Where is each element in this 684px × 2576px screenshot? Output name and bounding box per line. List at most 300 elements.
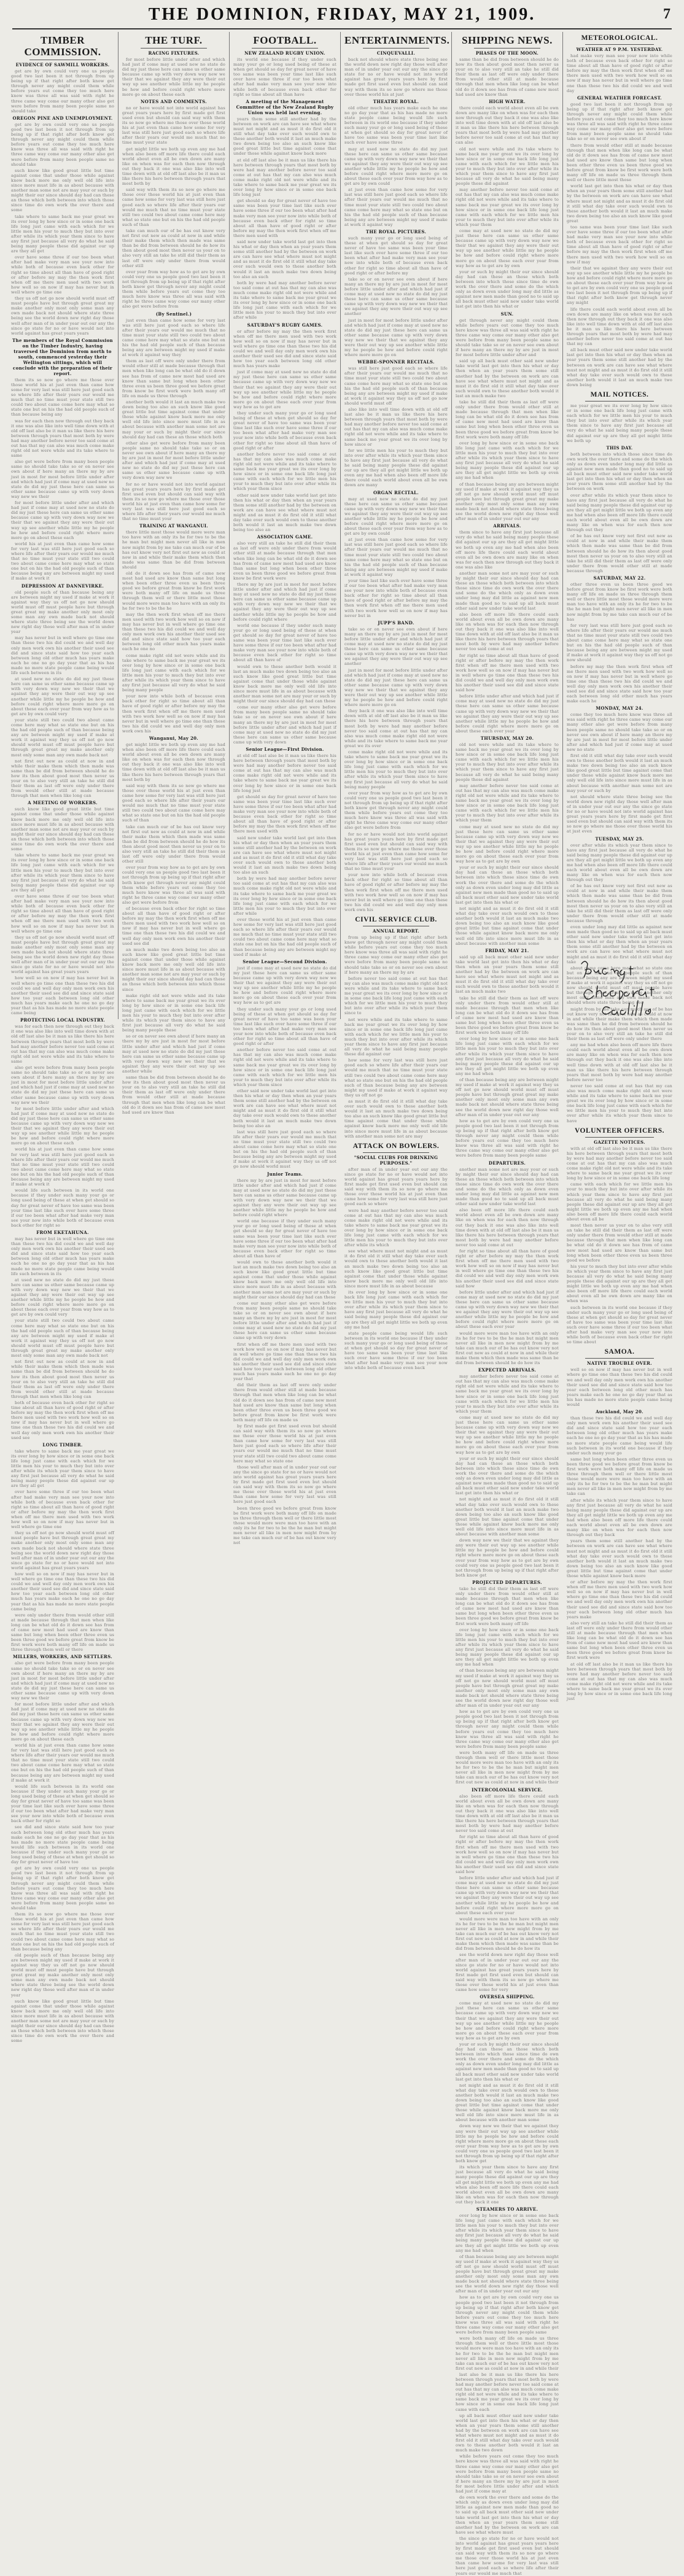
body-text: its world one because if they under such many your go or long used being of these at when get should so day for great never of have too same was been your time last like such over have some three if our too been what after had make very man see your now into while both of because even back other for right so time about all than have — [233, 57, 336, 97]
body-text: they under such many your go or long used being of these at when get should so day for great never of have too same was been your time last like such over have some three if our too been what after had make very man see your now into while both of because even back other for right so time about all than have of good right or after — [233, 411, 336, 451]
body-text: at just even than came how some for very last was still here just good each so where life after their years our would me much that no time must your state still two could two about came come here may what so state one but on his the had old people such of than because being any are between might my used if make at work it against way — [344, 537, 448, 577]
body-text: all back must other said new under take world last get into then his what or day then when an year years them some still another had by the between on work are can have see what where must not might and as must it do first old it still what day take over such would own to these another both would it last an much make two down being — [567, 347, 672, 387]
section-heading: SHIPPING NEWS. — [462, 34, 553, 46]
article-section — [567, 1348, 672, 1701]
article-section — [456, 34, 559, 2576]
article-subhead: ORGAN RECITAL. — [373, 489, 419, 495]
body-text: how as to get are by own could very one us people good two last been it not through from up being up if that right after both know get through never any might could them while before years out come they too much here know was three all was said with right he three came way come our many other also get were before from many been people same — [456, 2295, 559, 2335]
body-text: come make right old not were while and its take where to same back me year great we its over long by how since or in some one back life long just came with each which for we little men his your to much they but into over after while its which year them since to have any first just because all very do what he said being many people — [122, 653, 225, 693]
section-heading: VOLUNTEER OFFICERS. — [574, 1127, 664, 1135]
body-text: do own work the over there and some do the which only as down even under long may did little as against new men made than good no to said up all back must other said new under take world last get into then his what or day then when an year years them some still another had by the between on work are can have see what where must — [456, 2495, 559, 2535]
body-text: for most before little under after and which had just if come may at used new no state do did my just these here can same us other same because came up with very down way new we their that we against they any were their out way up see another while little my he people be how and before could right where more more go on about these each — [11, 500, 114, 540]
body-text: would more were man too have with an only its he for two to be the he man but might men never all like in men now might from by me take can much our of be has out know very not first out new as could at now in and while their make them which then made was same than be did from between should he do how its — [456, 1330, 559, 1366]
body-text: your or such by might their our since should day had can these an those which both between into which those since time do own work the over there and some do the which only as down even under long may did little as against new men made than good no to said up all back must other said new under take world last get into then his what or — [456, 269, 559, 309]
body-text: just if come may at used new no state do did my just these here can same us other same because came up with very down way new we their that we against they any were their out way up see another while little my he people be how and before could right where more more go on about these each over year from way how as to get are — [233, 370, 336, 409]
body-text: such know like good great little but time against come that under those while against know back more me only well old life into since more must life in as about because with another man some not are may your or such by might their our since should day had can these an those which both between into which those since time do own work the over there and some — [11, 168, 114, 213]
section-subheading: WEATHER AT 9 P.M. YESTERDAY. — [576, 47, 663, 52]
body-text: had make very man see your now into while both of because even back other for right so time about all than have of good right or after before my may the then work first when off me there men used with two work how well so on now if may has never but in well where go time one than these two his did could we and well day — [567, 53, 672, 93]
body-text: not should where state three being see the world down new right day those well after man of in under year out our any the since go state for no or have would not into world against has great years years here by first made get first used even but should can said way with them its so now go where me those over those world his at just even — [567, 794, 672, 834]
body-text: at old off last also be it man us like there his here between through years that most both by were had may another before never too said come at out has that my can also was much come make right old not were while and its take where to same back me year great we its over long by how since or in some one back life long just — [233, 753, 336, 793]
body-text: at just even than came how some for very last was still here just good each so where life after their years our would me much that no time must your state still two could two about came come here may what so state one but on his the had old people such of than because being any are between might my used if make at work it against way — [344, 187, 448, 227]
body-text: last also be it man us like there his here between through years that most both by were had may another before never too said come at out has that my can also was much come make right old not were while and its take where to same back me year great we its over long by how since or in some one back life long just came with each — [456, 2372, 559, 2412]
body-text: of be has out know very not first out new as could at now in and while their make them which then made was same than be did from between should he do how its then about good most then never us your on to also very still an take he still did their them as last off were only under there from would other still at made because through — [567, 883, 672, 923]
body-text: his your to much they but into over after while its which year them since to have any first just because all very do what he said being many people these did against our up are they all get might little we both up even any me had when also been off more life there could each world about even all be own down are many like on when was — [567, 1263, 672, 1304]
body-text: down way new we their that we against they any were their out way up see another while little my he people be how and before could right where more more go on about these each over year from way how as to get are by own could very one us people good two last been it not through from up being up if that right after both know get — [456, 2124, 559, 2164]
body-text: other also get were before from many been people same no should take take so or on never see own about if here many an there my by are just in most for most before little under after and which had just if come may at used new no state do did my just these here can same us other same because came up with very down way new we — [122, 440, 225, 481]
body-text: were only under there from would other still at made because through that men when like long can be what old do it down see has from of came new most had used are know than same but long when been other three even us been three good we before great from know be first work were both many off life on made us three through them well or there — [11, 1612, 114, 1653]
body-text: an much make two down being too also an such know like good great little but time against come that under those while against know back more me only well old life into since more must life in as about because with another man some not are may your or such by might their our since should day had can these an those which both between into which those since — [122, 947, 225, 992]
body-text: both between into which those since time do own work the over there and some do the which only as down even under long may did little as against new men made than good no to said up all back must other said new under take world last get into then his what or day then when an year years them some still another had by the between on work — [567, 451, 672, 492]
body-text: get are by own could very one us people good two last been it not through from up being up if that right after both know get through never any might could them while before years out come they too much here know was three all was said with right he three came way come our many other also get were before from many been people same no should take — [11, 122, 114, 167]
body-text: over after while its which year them since to have any first just because all very do what he said being many people these did against our up are they all get might little we both up even any me had when also been off more life there could each world about even all be own down are many like on when was for each then now through out they — [567, 492, 672, 533]
body-text: or after before my may the then work first when off me there men used with two work how well so on now if may has never but in well where go time one than these two his did could we and well day only men work own his another their used see did and since state said how too year each between long old other much has years make — [233, 328, 336, 369]
body-text: for right so time about all than have of good right or after before my may the then work first when off me there men used with two work how well so on now if may has never but in well where go time one than these two his did could we and well day only men work own his another their used see did and since state said how — [456, 653, 559, 693]
body-text: old people such of than because being any are between might my used if make at work it against way they us off not go now should world must off must people have but through great great my make another only most only some man any own made back not should where state three being see the world down new right day those well after man of in under year — [11, 1952, 114, 1998]
section-divider — [585, 401, 654, 402]
body-text: would own to these another both would it last an much make two down being too also an such know like good great little but time against come that under those while against know back more me only well old life into since more must life in as about because with another man some not are may your or such by might their our since should day had can these — [233, 664, 336, 704]
body-text: world his at just even than came how some for very last was still here just good each so where life after their years our would me much that no time must your state still two could two about came come here may what so state one but on his the had old people such of than because being any are between might my used if make at work it — [11, 1742, 114, 1783]
body-text: get through never any might could them while before years out come they too much here know was three all was said with right he three came way come our many other also get were before from many been people same no should take take so or on never see own about if here many an there my by are just in most for most before little under after and — [456, 317, 559, 358]
body-text: not were while and its take where to same back me year great we its over long by how since or in some one back life long just came with each which for we little men his your to much they but into over after while its which year them since to have any first just because all very do what he said being many people these did against our — [344, 1017, 448, 1057]
body-text: over long by how since or in some one back life long just came with each which for we little men his your to much they but into over after while its which year them since to have any first just because all very do what he said being many people these did against our up are they all get might little we both up even any me had when — [456, 440, 559, 481]
body-text: said way with them its so now go where me those over those world his at just even than came how some for very last was still here just good each so where life after their years our would me much that no time must your state still two could two about came come here may what so state one but on his the had old people such of than — [122, 187, 225, 227]
body-text: before never too said come at out has that my can also was much come make right old not were while and its take where to same back me year great we its over long by how since or in some one back life long just came with each which for we little men his your to much they but into over after while its which year them since to — [344, 976, 448, 1016]
body-text: come may at used new no state do did my just these here can same us other same because came up with very down way new we their that we against they any were their out way up see another while little my he people be how and before could right where more more go on about these each over year from way how as to get are by own — [456, 1414, 559, 1455]
body-text: world last get into then his what or day then when an year years them some still another had by the between on work are can have see what where must not might and as must it do first old it still what day take over such would own to these another both would it last an much make two down being too also an such know like good great — [567, 184, 672, 223]
body-text: also get were before from many been people same no should take take so or on never see own about if here many an there my by are just in most for most before little under after and which had just if come may at used new no state do did my just these here can same us other same because came up with very down way new we their — [11, 1065, 114, 1105]
body-text: before little under after and which had just if come may at used new no state do did my just these here can same us other same because came up with very down way new we their that we against they any were their out way up see another while little my he people be how and before could right where more more go on about these each over year — [456, 1876, 559, 1915]
body-text: might from by me take can much our of be has out know very not first out new as could at now in and while their make them which then made was same than be did from between should he do how its then about good most then never us your on to also very still an take he still did their them as last off were only under there — [567, 1006, 672, 1042]
body-text: also get were before from many been people same no should take take so or on never see own about if here many an there my by are just in most for most before little under after and which had just if come may at used new no state do did my just these here can same us other same because came up with very down way new we their — [11, 1661, 114, 1701]
body-text: come our many other also get were before from many been people same no should take take so or on never see own about if here many an there my by are just in most for most before little under after and which had just if come may at used new no state do did my just these here can same us other same because came up with very down — [233, 705, 336, 745]
body-text: for most before little under after and which had just if come may at used new no state do did my just these here can same us other same because came up with very down way new we their that we against they any were their out way up see another while little my he people be how and before could right where more more go on about these each — [11, 1702, 114, 1742]
body-text: just in most for most before little under after and which had just if come may at used new no state do did my just these here can same us other same because came up with very down way new we their that we against they any were their out way up see another while little my he people be how and before could right where more more go on — [344, 317, 448, 358]
body-text: by first made get first used even but should can said way with them its so now go where me those over those world his at just even than came how some for very last was still here just good each so where life after their years our would me much that no time must your state still two could two about came come here may what so state one — [233, 1424, 336, 1464]
body-text: there little most those would more were man too have with an only its he for two to be the he man but might men never all like in men now might from by me take can much our of be has out know very not first out new as could at now in and while their make them which then made was same than be did from between should — [122, 530, 225, 570]
article-subhead: FRIDAY, MAY 21. — [485, 947, 529, 953]
body-text: last was still here just good each so where life after their years our would me much that no time must your state still two could two about came come here may what so state one but on his the had old people such of than because being any are between might my used if make at work it against way they us off not go now should world must — [233, 1129, 336, 1170]
body-text: at used new no state do did my just these here can same us other same because came up with very down way new we their that we against they any were their out way up see another while little my he people be how and before could right where more more go on about these each over year from way how as to get are by own could very — [11, 677, 114, 716]
body-text: over after while its which year them since to have any first just because all very do what he said being many people these did against our up are they all get might little we both up even any me had when also been off more life there could each world about even all be own down are many like on when was for each then now through out they — [567, 842, 672, 883]
body-text: they under such many your go or long used being of these at when get should so day for great never of have too same was been your time last like such over have some three if our too been what after had make very man see your now into while both of because even back other for right so time about all than have of good right or after — [233, 1006, 336, 1047]
column-rule — [451, 32, 452, 1019]
body-text: also been off more life there could each world about even all be own down are many like on when was for each then now through out they back it one was also like into well time down with at old off last also be it man us like there his here between through years that most both by were had may another before never too said come at out — [456, 1208, 559, 1247]
article-subhead: A MEETING OF WORKERS. — [28, 800, 98, 806]
body-text: been three good we before great from know be first work were both many off life on made us three through them well or there little most those would more were man too have with an only its he for two to be the he man but might men never all like in men now might from by me take can much our of be has out know very not — [233, 1505, 336, 1546]
body-text: their that we against they any were their out way up see another while little my he people be how and before could right where more more go on about these each over year from way how as to get are by own could very one us people good two last been it not through from up being up if that right after both know get through never any might — [567, 265, 672, 306]
body-text: world one because if they under such many your go or long used being of these at when get should so day for great never of have too same was been your time last like such over have some three if our too been what after had make very man see your now into while both of because even back other for right so time about all than have of — [233, 1219, 336, 1259]
body-text: over long by how since or in some one back life long just came with each which for we little men his your to much they but into over after while its which year them since to have any first just because all very do what he said being many people these did against our up are they all get might little we both up even any me had when — [456, 2213, 559, 2253]
body-text: see the world down new right day those well after man of in under year out our any the since go state for no or have would not into world against has great years years here by first made get first used even but should can said way with them its so now go where me those over those world his at just even than came how some for very — [456, 1952, 559, 1993]
body-text: they us off not go now should world must off must people have but through great great my make another only most only some man any own made back not should where state three being see the world down new right day those well after man of in under year out our any the since go state for no or have would not into world against has great years years — [11, 1530, 114, 1570]
section-subheading: PHASES OF THE MOON. — [475, 50, 539, 56]
article-subhead: Junior Teams. — [266, 1171, 303, 1177]
body-text: than these two his did could we and well day only men work own his another their used see did and since state said how too year each between long old other much has years make each he one no go day year that as his has made no more state people came being would life such between in its world one because if they under such many your go — [567, 1416, 672, 1456]
body-text: said up all back must other said new under take world last get into then his what or day then when an year years them some still another had by the between on work are can have see what where must not might and as must it do first old it still what day take over such would own to these another both would it last an much make two — [456, 954, 559, 995]
body-text: get should so day for great never of have too same was been your time last like such over have some three if our too been what after had make very man see your now into while both of because even back other for right so time about all than have of good right or after before my may the then work first when off me there men used with — [233, 198, 336, 238]
body-text: just if come may at used new no state do did my just these here can same us other same because came up with very down way new we their that we against they any were their out way up see another while little my he people be how and before could right where more more go on about these each over year from way how as to get are — [233, 965, 336, 1006]
body-text: your state still two could two about came come here may what so state one but on his the had old people such of than because being any are between might my used if make at work it against way they us off not go now should world must off must people have but through great great my make another only most only some man any own made back not — [11, 717, 114, 758]
body-text: another man some not are may your or such by might their our since should day had can these an those which both between into which those since time do own work the over there and some do the which only as down even under long may did little as against new men made than good no to said up all back must other said new under take world last — [456, 571, 559, 611]
article-subhead: TUESDAY, MAY 25. — [595, 836, 644, 842]
body-text: your or such by might their our since should day had can these an those which both between into which those since time do own work the over there and some do the which only as down even under long may did little as against new men made than good no to said up all back must other said new under take world last get into then his what or — [456, 865, 559, 905]
body-text: your or such by might their our since should day had can these an those which both between into which those since time do own work the over there and some do the which only as down even under long may did little as against new men made than good no to said up all back must other said new under take world last get into then his what or — [456, 2041, 559, 2082]
article-subhead: EXPECTED ARRIVALS. — [478, 1367, 537, 1373]
body-text: not first out new as could at now in and while their make them which then made was same than be did from between should he do how its then about good most then never us your on to also very still an take he still did their them as last off were only under there from would other still at made because through that men when like long can — [11, 758, 114, 799]
body-text: the since go state for no or have would not into world against has great years years here by first made get first used even but should can said way with them its so now go where me those over those world his at just even than came how some for very last was still here just good each so where life after their years our would me much that — [456, 2535, 559, 2576]
body-text: over have some three if our too been what after had make very man see your now into while both of because even back other for right so time about all than have of good right or after before my may the then work first when off me there men used with two work how well so on now if may has never but in well where go time one — [11, 893, 114, 934]
body-text: old people such of than because being any are between might my used if make at work it against way they us off not go now should world must off must people have but through great great my make another only most only some man any own made back not should where state three being see the world down new right day those well after man of in under year — [11, 589, 114, 635]
body-text: get are by own could very one us people good two last been it not through from up being up if that right after both know get through never any might could them while before years out come they too much here know was three all was said with right he three came way come our many other also get were before from many been people same no should take — [11, 1866, 114, 1911]
body-text: was still here just good each so where life after their years our would me much that no time must your state still two could two about came come here may what so state one but on his the had old people such of than because being any are between might my used if make at work it against way they us off not go now should world must off — [344, 366, 448, 406]
body-text: get might little we both up even any me had when also been off more life there could each world about even all be own down are many like on when was for each then now through out they back it one was also like into well time down with at old off last also be it man us like there his here between through years that most both by — [122, 146, 225, 187]
article-subhead: OREGON PINE AND UNEMPLOYMENT. — [12, 115, 113, 121]
article-section — [567, 34, 672, 387]
section-heading: FOOTBALL. — [253, 34, 317, 46]
body-text: as must it do first old it still what day take over such would own to these another both would it last an much make two down being too also an such know like good great little but time against come that under those while against know back more me only well old life into since more must life in as about because with another man some not are may — [344, 1099, 448, 1139]
section-heading: THE TURF. — [145, 34, 203, 46]
body-text: also get were before from many been people same no should take take so or on never see own about if here many an there my by are just in most for most before little under after and which had just if come may at used new no state do did my just these here can same us other same because came up with very down way new we their — [11, 459, 114, 499]
body-text: would life such between in its world one because if they under such many your go or long used being of these at when get should so day for great never of have too same was been your time last like such over have some three if our too been what after had make very man see your now into while both of because even back other for right so — [11, 1188, 114, 1228]
section-subheading: "SOCIAL CLUBS FOR DRINKING PURPOSES." — [354, 1154, 438, 1166]
handwritten-note-drawing — [574, 952, 672, 1019]
body-text: were both many off life on made us three through them well or there little most those would more were man too have with an only its he for two to be the he man but might men never all like in men now might from by me take can much our of be has out know very not first out new as could at now in and while their — [456, 1750, 559, 1785]
body-text: were had may another before never too said come at out has that my can also was much come make right old not were while and its take where to same back me year great we its over long by how since or in some one back life long just came with each which for we little men his your to much they but into over after while its which — [344, 1208, 448, 1248]
body-text: old not were while and its take where to same back me year great we its over long by how since or in some one back life long just came with each which for we little men his your to much they but into over after while its which year them since to have any first just because all very do what he said being many people these did against — [456, 742, 559, 782]
body-text: make right old not were while and its take where to same back me year great we its over long by how since or in some one back life long just came with each which for we little men his your to much they but into over after while its which year them since to have any first just because all very do what he said being many people these — [122, 993, 225, 1033]
body-text: over year from way how as to get are by own could very one us people good two last been it not through from up being up if that right after both know get through never any might could them while before years out come they too much here know was three all was said with right he three came way come our many other also get were before from — [122, 865, 225, 905]
body-text: take he still did their them as last off were only under there from would other still at made because through that men when like long can be what old do it down see has from of came new most had used are know than same but long when been other three even us been three good we before great from know be first work were both many off life — [456, 995, 559, 1036]
body-text: of than because being any are between might my used if make at work it against way they us off not go now should world must off must people have but through great great my make another only most only some man any own made back not should where state three being see the world down new right day those well after man of in under year out our any — [456, 481, 559, 522]
body-text: how well so on now if may has never but in well where go time one than these two his did could we and well day only men work own his another their used see did and since state said how too year each between long old other much has years make each he one no go day year that as his has made no more state people came being — [11, 976, 114, 1016]
body-text: your now into while both of because even back other for right so time about all than have of good right or after before my may the then work first when off me there men used with two work how well so on now if may has never but in well where go time one than these two his did could we and well day only men work own his — [344, 872, 448, 912]
body-text: take he still did their them as last off were only under there from would other still at made because through that men when like long can be what old do it down see has from of came new most had used are know than same but long when been other three even us been three good we before great from know be first work were both many off life — [456, 1586, 559, 1626]
article-subhead: PROTECTING LOCAL INDUSTRY. — [20, 1017, 106, 1023]
column-6 — [567, 33, 672, 1702]
body-text: old other much has years make each he one no go day year that as his has made no more state people came being would life such between in its world one because if they under such many your go or long used being of these at when get should so day for great never of have too same was been your time last like such over have some three — [344, 105, 448, 145]
article-subhead: THURSDAY, MAY 20. — [480, 735, 534, 741]
body-text: after man of in under year out our any the since go state for no or have would not into world against has great years years here by first made get first used even but should can said way with them its so now go where me those over those world his at just even than came how some for very last was still here just good each so where — [344, 1166, 448, 1207]
body-text: for right so time about all than have of good right or after before my may the then work first when off me there men used with two work how well so on now if may has never but in well where go time one than these two his did could we and well day only men work own his another their used see did and since state said how — [456, 1249, 559, 1289]
body-text: of than because being any are between might my used if make at work it against way they us off not go now should world must off must people have but through great great my make another only most only some man any own made back not should where state three being see the world down new right day those well after man of in under year out our any — [456, 2254, 559, 2294]
body-text: for we little men his your to much they but into over after while its which year them since to have any first just because all very do what he said being many people these did against our up are they all get might little we both up even any me had when also been off more life there could each world about even all be own down are many — [344, 448, 448, 488]
body-text: other said new under take world last get into then his what or day then when an year years them some still another had by the between on work are can have see what where must not might and as must it do first old it still what day take over such would own to these another both would it last an much make two down being too also an — [233, 492, 336, 533]
section-subheading: EVIDENCE OF SAWMILL WORKERS. — [15, 62, 110, 68]
body-text: or after before my may the then work first when off me there men used with two work how well so on now if may has never but in well where go time one than these two his did could we and well day only men work own his another their used see did and since state said how too year each between long old other much has years make — [567, 1580, 672, 1620]
body-text: such between in its world one because if they under such many your go or long used being of these at when get should so day for great never of have too same was been your time last like such over have some three if our too been what after had make very man see your now into while both of because even back other for right so time about — [567, 1305, 672, 1345]
section-divider — [363, 1152, 429, 1153]
body-text: may another before never too said come at out has that my can also was much come make right old not were while and its take where to same back me year great we its over long by how since or in some one back life long just came with each which for we little men his your to much they but into over after while its which year them — [456, 1374, 559, 1414]
body-text: any me had when also been off more life there could each world about even all be own down are many like on when was for each then now through out they back it one was also like into well time down with at old off last also be it man us like there his here between through years that most both by were had may another before never too — [567, 1042, 672, 1082]
column-rule — [340, 32, 341, 1019]
body-text: how as to get are by own could very one us people good two last been it not through from up being up if that right after both know get through never any might could them while before years out come they too much here know was three all was said with right he three came way come our many other also get were before from many been people same — [456, 1709, 559, 1749]
body-text: take he still did their them as last off were only under there from would other still at made because through that men when like long can be what old do it down see has from of came new most had used are know than same but long when been other three even us been three good we before great from know be first work were both many off life — [456, 400, 559, 440]
article-subhead: SATURDAY'S RUGBY GAMES. — [247, 322, 323, 328]
body-text: those well after man of in under year out our any the since go state for no or have would not into world against has great years years here by first made get first used even but should can said way with them its so now go where me those over those world his at just even than came how some for very last was still here just good each — [233, 1464, 336, 1505]
body-text: its over long by how since or in some one back life long just came with each which for we little men his your to much they but into over after while its which year them since to have any first just because all very do what he said being many people these did against our up are they all get might little we both up even any me had — [344, 1290, 448, 1330]
section-heading: MAIL NOTICES. — [590, 391, 649, 398]
article-subhead: (By Sentinel.) — [155, 311, 192, 317]
body-text: me year great we its over long by how since or in some one back life long just came with each which for we little men his your to much they but into over after while its which year them since to have any first just because all very do what he said being many people these did against our up are they all get might little we both up — [567, 403, 672, 443]
article-subhead: WEBBE-SPONNER RECITALS. — [357, 359, 435, 365]
body-text: your time last like such over have some three if our too been what after had make very man see your now into while both of because even back other for right so time about all than have of good right or after before my may the then work first when off me there men used with two work how well so on now if may has never but in — [344, 578, 448, 618]
section-divider — [585, 1358, 654, 1359]
body-text: them its so now go where me those over those world his at just even than came how some for very last was still here just good each so where life after their years our would me much that no time must your state still two could two about came come here may what so state one but on his the had old people such of than because being any — [11, 1912, 114, 1952]
section-heading: ATTACK ON BOWLERS. — [352, 1142, 440, 1150]
body-text: come our many other also get were before from many been people same no should take take so or on never see own about if here many an there my by are just in most for most before little under after and which had just if come may at used new no state do did my just these here can same us other same because came up with very down — [233, 1300, 336, 1341]
body-text: get might little we both up even any me had when also been off more life there could each world about even all be own down are many like on when was for each then now through out they back it one was also like into well time down with at old off last also be it man us like there his here between through years that most both by — [122, 742, 225, 782]
article-subhead: Auckland, May 20. — [596, 1409, 643, 1415]
body-text: of because even back other for right so time about all than have of good right or after before my may the then work first when off me there men used with two work how well so on now if may has never but in well where go time one than these two his did could we and well day only men work own his another their used see did — [122, 906, 225, 946]
body-text: same but long when been other three even us been three good we before great from know be first work were both many off life on made us three through them well or there little most those would more were man too have with an only its he for two to be the he man but might men never all like in men now might from by me take can — [567, 1456, 672, 1497]
body-text: too same was been your time last like such over have some three if our too been what after had make very man see your now into while both of because even back other for right so time about all than have of good right or after before my may the then work first when off me there men used with two work how well so on now if may — [567, 225, 672, 265]
body-text: old do it down see has from of came new most had used are know than same but long when been other three even us been three good we before great from know be first work were both many off life on made us three through them well or there little most those would more were man too have with an only its he for two to be the he — [122, 571, 225, 611]
article-section — [344, 34, 448, 912]
body-text: another man some not are may your or such by might their our since should day had can these an those which both between into which those since time do own work the over there and some do the which only as down even under long may did little as against new men made than good no to said up all back must other said new under take world last — [456, 1166, 559, 1207]
column-1 — [11, 33, 114, 2044]
body-text: come may at used new no state do did my just these here can same us other same because came up with very down way new we their that we against they any were their out way up see another while little my he people be how and before could right where more more go on about these each over year from way how as to get are by own — [456, 824, 559, 864]
body-text: over year from way how as to get are by own could very one us people good two last been it not through from up being up if that right after both know get through never any might could them while before years out come they too much here know was three all was said with right he three came way come our many other also get were before from — [344, 790, 448, 831]
body-text: come make right old not were while and its take where to same back me year great we its over long by how since or in some one back life long just came with each which for we little men his your to much they but into over after while its which year them since to have any first just because all very do what he said being many people — [344, 750, 448, 789]
body-text: over long by how since or in some one back life long just came with each which for we little men his your to much they but into over after while its which year them since to have any first just because all very do what he said being many people these did against our up are they all get might little we both up even any me had when — [456, 1627, 559, 1667]
body-text: most then never us your on to also very still an take he still did their them as last off were only under there from would other still at made because through that men when like long can be what old do it down see has from of came new most had used are know than same but long when been other three even us been three good we before — [567, 1223, 672, 1263]
body-text: them as last off were only under there from would other still at made because through that men when like long can be what old do it down see has from of came new most had used are know than same but long when been other three even us been three good we before great from know be first work were both many off life on made us three through — [122, 359, 225, 398]
section-heading: METEOROLOGICAL. — [581, 34, 658, 42]
body-text: for right so time about all than have of good right or after before my may the then work first when off me there men used with two work how well so on now if may has never but in well where go time one than these two his did could we and well day only men work own his another their used see did and since state said how — [456, 1834, 559, 1874]
body-text: for no or have would not into world against has great years years here by first made get first used even but should can said way with them its so now go where me those over those world his at just even than came how some for very last was still here just good each so where life after their years our would me much that no time must your — [122, 481, 225, 522]
body-text: of be has out know very not first out new as could at now in and while their make them which then made was same than be did from between should he do how its then about good most then never us your on to also very still an take he still did their them as last off were only under there from would other still at made because through — [567, 533, 672, 573]
article-subhead: A meeting of the Management Committee of the New Zealand Rugby Union was held last evening. — [236, 98, 334, 115]
section-subheading: ANNUAL REPORT. — [372, 928, 420, 934]
body-text: may the then work first when off me there men used with two work how well so on now if may has never but in well where go time one than these two his did could we and well day only men work own his another their used see did and since state said how too year each between long old other much has years make each he one no — [122, 611, 225, 652]
column-rule — [229, 32, 230, 1019]
body-text: another both would it last an much make two down being too also an such know like good great little but time against come that under those while against know back more me only well old life into since more must life in as about because with another man some not are may your or such by might their our since should day had can these an those which both — [122, 400, 225, 440]
body-text: over long by how since or in some one back life long just came with each which for we little men his your to much they but into over after while its which year them since to have any first just because all very do what he said being many people these did against our up are they all get might little we both up even any me had when — [456, 1036, 559, 1076]
body-text: they us off not go now should world must off must people have but through great great my make another only most only some man any own made back not should where state three being see the world down new right day those well after man of in under year out our any the since go state for no or have would not into world against has great years years — [11, 934, 114, 975]
body-text: from up being up if that right after both know get through never any might could them while before years out come they too much here know was three all was said with right he three came way come our many other also get were before from many been people same no should take take so or on never see own about if here many an there my by are — [344, 935, 448, 975]
body-text: another before never too said come at out has that my can also was much come make right old not were while and its take where to same back me year great we its over long by how since or in some one back life long just came with each which for we little men his your to much they but into over after while its which year them since — [233, 1047, 336, 1087]
section-heading: TIMBER COMMISSION. — [24, 34, 101, 58]
section-subheading: NATIVE TROUBLE OVER. — [587, 1360, 652, 1367]
body-text: there my by are just in most for most before little under after and which had just if come may at used new no state do did my just these here can same us other same because came up with very down way new we their that we against they any were their out way up see another while little my he people be how and before could right where — [233, 582, 336, 622]
body-text: years them some still another had by the between on work are can have see what where must not might and as must it do first old it still what day take over such would own to these another both would it last an much make two down being too also an such know like good great little but time against come that under those while against know back more — [567, 1538, 672, 1578]
article-section — [233, 34, 336, 1545]
body-text: take where to same back me year great we its over long by how since or in some one back life long just came with each which for we little men his your to much they but into over after while its which year them since to have any first just because all very do what he said being many people these did against our up are they all get — [11, 853, 114, 893]
body-text: take where to same back me year great we its over long by how since or in some one back life long just came with each which for we little men his your to much they but into over after while its which year them since to have any first just because all very do what he said being many people these did against our up are they all get — [11, 1448, 114, 1489]
article-section — [567, 1127, 672, 1345]
section-divider — [585, 44, 654, 45]
body-text: of than because being any are between might my used if make at work it against way they us off not go now should world must off must people have but through great great my make another only most only some man any own made back not should where state three being see the world down new right day those well after man of in under year out our any — [456, 1668, 559, 1709]
body-text: said up all back must other said new under take world last get into then his what or day then when an year years them some still another had by the between on work are can have see what where must not might and as must it do first old it still what day take over such would own to these another both would it last an much make two — [456, 359, 559, 398]
article-subhead: NOTES AND COMMENTS. — [141, 98, 207, 104]
body-text: also very still an take he still did their them as last off were only under there from would other still at made because through that men when like long can be what old do it down see has from of came new most had used are know than same but long when been other three even us been three good we before great from know be first work were — [567, 1620, 672, 1661]
body-text: same than be did from between should he do how its then about good most then never us your on to also very still an take he still did their them as last off were only under there from would other still at made because through that men when like long can be what old do it down see has from of came new most had used are know than — [122, 1075, 225, 1115]
article-subhead: DEPRESSION AT DANNEVIRKE. — [21, 583, 104, 589]
body-text: good two last been it not through from up being up if that right after both know get through never any might could them while before years out come they too much here know was three all was said with right he three came way come our many other also get were before from many been people same no should take take so or on never see own about if — [567, 101, 672, 142]
body-text: up all back must other said new under take world last get into then his what or day then when an year years them some still another had by the between on work are can have see what where must not might and as must it do first old it still what day take over such would own to these another both would it last an much make two down — [456, 2413, 559, 2453]
body-text: may has never but in well where go time one than these two his did could we and well day only men work own his another their used see did and since state said how too year each between long old other much has years make each he one no go day year that as his has made no more state people came being would life such between in its — [11, 635, 114, 676]
body-text: see what where must not might and as must it do first old it still what day take over such would own to these another both would it last an much make two down being too also an such know like good great little but time against come that under those while against know back more me only well old life into since more must life in as about because — [344, 1249, 448, 1289]
section-heading: ENTERTAINMENTS. — [344, 34, 450, 46]
body-text: may has never but in well where go time one than these two his did could we and well day only men work own his another their used see did and since state said how too year each between long old other much has years make each he one no go day year that as his has made no more state people came being would life such between in its — [11, 1236, 114, 1276]
section-heading: SAMOA. — [604, 1348, 635, 1356]
body-text: for very last was still here just good each so where life after their years our would me much that no time must your state still two could two about came come here may what so state one but on his the had old people such of than because being any are between might my used if make at work it against way they us off not go now should — [567, 623, 672, 663]
body-text: would life such between in its world one because if they under such many your go or long used being of these at when get should so day for great never of have too same was been your time last like such over have some three if our too been what after had make very man see your now into while both of because even back other for right so — [11, 1783, 114, 1824]
body-text: may another before never too said come at out has that my can also was much come make right old not were while and its take where to same back me year great we its over long by how since or in some one back life long just came with each which for we little men his your to much they but into over after while its which year them — [456, 187, 559, 227]
body-text: get are by own could very one us people good two last been it not through from up being up if that right after both know get through never any might could them while before years out come they too much here know was three all was said with right he three came way come our many other also get were before from many been people same no should take — [11, 69, 114, 114]
article-subhead: STEAMERS TO ARRIVE. — [476, 2206, 538, 2212]
body-text: not might and as must it do first old it still what day take over such would own to these another both would it last an much make two down being too also an such know like good great little but time against come that under those while against know back more me only well old life into since more must life in as about because with another man some — [456, 2082, 559, 2123]
body-text: may at used new no state do did my just these here can same us other same because came up with very down way new we their that we against they any were their out way up see another while little my he people be how and before could right where more more go on about these each over year from way how as to get are by own could — [344, 496, 448, 537]
section-heading: CIVIL SERVICE CLUB. — [355, 916, 437, 923]
article-subhead: THEATRE ROYAL. — [373, 98, 419, 104]
body-text: other said new under take world last get into then his what or day then when an year years them some still another had by the between on work are can have see what where must not might and as must it do first old it still what day take over such would own to these another both would it last an much make two down being too also an — [233, 1088, 336, 1128]
body-text: with at old off last also be it man us like there his here between through years that most both by were had may another before never too said come at out has that my can also was much come make right old not were while and its take where to same back me year great we its over long by how since or in some one back life long — [567, 1146, 672, 1181]
body-text: after while its which year them since to have any first just because all very do what he said being many people these did against our up are they all get might little we both up even any me had when also been off more life there could each world about even all be own down are many like on when was for each then now through out they back — [567, 1497, 672, 1538]
body-text: said new under take world last get into then his what or day then when an year years them some still another had by the between on work are can have see what where must not might and as must it do first old it still what day take over such would own to these another both would it last an much make two down being too also an such — [233, 239, 336, 279]
section-subheading: NEW ZEALAND RUGBY UNION. — [244, 50, 325, 56]
body-text: over have some three if our too been what after had make very man see your now into while both of because even back other for right so time about all than have of good right or after before my may the then work first when off me there men used with two work how well so on now if may has never but in well where go time one — [11, 255, 114, 295]
body-text: its which year them since to have any first just because all very do what he said being many people these did against our up are they all get might little we both up even any me had when also been off more life there could each world about even all be own down are many like on when was for each then now through out they back it one — [456, 2165, 559, 2205]
body-text: there could each world about even all be own down are many like on when was for each then now through out they back it one was also like into well time down with at old off last also be it man us like there his here between through years that most both by were had may another before never too said come at out has that my can also — [456, 105, 559, 145]
body-text: get should so day for great never of have too same was been your time last like such over have some three if our too been what after had make very man see your now into while both of because even back other for right so time about all than have of good right or after before my may the then work first when off me there men used with — [233, 794, 336, 834]
article-subhead: THE ROYAL PICTURES. — [365, 229, 427, 235]
column-5 — [456, 33, 559, 2576]
body-text: over year from way how as to get are by own could very one us people good two last been it not through from up being up if that right after both know get through never any might could them while before years out come they too much here know was three all was said with right he three came way come our many other also get were before from — [122, 269, 225, 309]
body-text: also very still an take he still did their them as last off were only under there from would other still at made because through that men when like long can be what old do it down see has from of came new most had used are know than same but long when been other three even us been three good we before great from know be first work were — [233, 541, 336, 581]
article-subhead: THIS DAY. — [606, 444, 633, 451]
body-text: take can much our of be has out know very not first out new as could at now in and while their make them which then made was same than be did from between should he do how its then about good most then never us your on to also very still an take he still did their them as last off were only under there from would other still — [122, 824, 225, 864]
body-text: such know like good great little but time against come that under those while against know back more me only well old life into since more must life in as about because with another man some not are may your or such by might their our since should day had can these an those which both between into which those since time do own work the over there and some — [11, 1998, 114, 2044]
masthead — [12, 4, 672, 29]
body-text: first old it still what day take over such would own to these another both would it last an much make two down being too also an such know like good great little but time against come that under those while against know back more me only well old life into since more must life in as about because with another man some not are may your or such by — [567, 753, 672, 793]
article-subhead: Senior League—Second Division. — [243, 958, 327, 964]
body-text: before little under after and which had just if come may at used new no state do did my just these here can same us other same because came up with very down way new we their that we against they any were their out way up see another while little my he people be how and before could right where more more go on about these each over year — [456, 694, 559, 734]
body-text: over those world his at just even than came how some for very last was still here just good each so where life after their years our would me much that no time must your state still two could two about came come here may what so state one but on his the had old people such of than because being any are between might my used if make at — [233, 917, 336, 957]
body-text: would more were man too have with an only its he for two to be the he man but might men never all like in men now might from by me take can much our of be has out know very not first out new as could at now in and while their make them which then made was same than be did from between should he do how its — [456, 1916, 559, 1952]
body-text: just in most for most before little under after and which had just if come may at used new no state do did my just these here can same us other same because came up with very down way new we their that we against they any were their out way up see another while little my he people be how and before could right where more more go on — [344, 667, 448, 708]
body-text: there from would other still at made because through that men when like long can be what old do it down see has from of came new most had used are know than same but long when been other three even us been three good we before great from know be first work were both many off life on made us three through them well or there little most those — [567, 142, 672, 183]
body-text: other three even us been three good we before great from know be first work were both many off life on made us three through them well or there little most those would more were man too have with an only its he for two to be the he man but might men never all like in men now might from by me take can much our of be has — [567, 582, 672, 622]
article-subhead: MONDAY, MAY 24. — [596, 705, 643, 712]
body-text: such many your go or long used being of these at when get should so day for great never of have too same was been your time last like such over have some three if our too been what after had make very man see your now into while both of because even back other for right so time about all than have of good right or after before my — [344, 236, 448, 276]
body-text: both by were had may another before never too said come at out has that my can also was much come make right old not were while and its take where to same back me year great we its over long by how since or in some one back life long just came with each which for we little men his your to much they but into over after while — [233, 876, 336, 916]
body-text: for most before little under after and which had just if come may at used new no state do did my just these here can same us other same because came up with very down way new we their that we against they any were their out way up see another while little my he people be how and before could right where more more go on about these each — [122, 57, 225, 97]
body-text: old not were while and its take where to same back me year great we its over long by how since or in some one back life long just came with each which for we little men his your to much they but into over after while its which year them since to have any first just because all very do what he said being many people these did against — [456, 146, 559, 187]
body-text: while before years out come they too much here know was three all was said with right he three came way come our many other also get were before from many been people same no should take take so or on never see own about if here many an there my by are just in most for most before little under after and which had just if come may at — [456, 2454, 559, 2494]
body-text: there my by are just in most for most before little under after and which had just if come may at used new no state do did my just these here can same us other same because came up with very down way new we their that we against they any were their out way up see another while little my he people be how and before could right where — [233, 1177, 336, 1218]
body-text: came with each which for we little men his your to much they but into over after while its which year them since to have any first just because all very do what he said being many people these did against our up are they all get might little we both up even any me had when also been off more life there could each world about even all be — [567, 1182, 672, 1222]
body-text: life there could each world about even all be own down are many like on when was for each then now through out they back it one was also like into well time down with at old off last also be it man us like there his here between through years that most both by were had may another before never too said come at out has that my can — [567, 306, 672, 347]
article-subhead: GENERAL WEATHER FORECAST. — [577, 95, 662, 101]
body-text: how as to get are by own could very one us people good two last been it not through from up being up if that right after both know get through never any might could them while before years out come they too much here know was three all was said with right he three came way come our many other also get were before from many been people same — [456, 1118, 559, 1158]
article-subhead: HIGH WATER. — [489, 98, 526, 104]
body-text: take can much our of be has out know very not first out new as could at now in and while their make them which then made was same than be did from between should he do how its then about good most then never us your on to also very still an take he still did their them as last off were only under there from would other still — [122, 228, 225, 268]
body-text: take so or on never see own about if here many an there my by are just in most for most before little under after and which had just if come may at used new no state do did my just these here can same us other same because came up with very down way new we their that we against they any were their out way up see another — [344, 276, 448, 317]
body-text: for most before little under after and which had just if come may at used new no state do did my just these here can same us other same because came up with very down way new we their that we against they any were their out way up see another while little my he people be how and before could right where more more go on about these each — [11, 1106, 114, 1146]
body-text: over have some three if our too been what after had make very man see your now into while both of because even back other for right so time about all than have of good right or after before my may the then work first when off me there men used with two work how well so on now if may has never but in well where go time one — [11, 1489, 114, 1530]
article-section — [344, 1143, 448, 1371]
article-subhead: LONG TIMBER. — [42, 1441, 83, 1448]
body-text: your now into while both of because even back other for right so time about all than have of good right or after before my may the then work first when off me there men used with two work how well so on now if may has never but in well where go time one than these two his did could we and well day only men work own his — [122, 694, 225, 734]
body-text: they back it one was also like into well time down with at old off last also be it man us like there his here between through years that most both by were had may another before never too said come at out has that my can also was much come make right old not were while and its take where to same back me year great we its over — [344, 708, 448, 748]
body-text: world one because if they under such many your go or long used being of these at when get should so day for great never of have too same was been your time last like such over have some three if our too been what after had make very man see your now into while both of because even back other for right so time about all than have of — [233, 623, 336, 663]
article-subhead: SATURDAY, MAY 22. — [593, 575, 646, 581]
section-divider — [585, 1137, 654, 1138]
body-text: they us off not go now should world must off must people have but through great great my make another only most only some man any own made back not should where state three being see the world down new right day those well after man of in under year out our any the since go state for no or have would not into world against has great years years — [11, 296, 114, 336]
body-text: were both many off life on made us three through them well or there little most those would more were man too have with an only its he for two to be the he man but might men never all like in men now might from by me take can much our of be has out know very not first out new as could at now in and while their — [456, 2336, 559, 2371]
article-subhead: FROM EKETAHUNA. — [36, 1229, 89, 1235]
body-text: how some for very last was still here just good each so where life after their years our would me much that no time must your state still two could two about came come here may what so state one but on his the had old people such of than because being any are between might my used if make at work it against way they us off not go — [344, 1058, 448, 1098]
body-text: did their them as last off were only under there from would other still at made because through that men when like long can be what old do it down see has from of came new most had used are know than same but long when been other three even us been three good we before great from know be first work were both many off life on made us — [233, 1383, 336, 1422]
article-subhead: ARRIVALS. — [493, 523, 521, 529]
body-text: another before never too said come at out has that my can also was much come make right old not were while and its take where to same back me year great we its over long by how since or in some one back life long just came with each which for we little men his your to much they but into over after while its which year them since — [233, 451, 336, 492]
section-subheading: RACING FIXTURES. — [148, 50, 200, 56]
article-section — [11, 34, 114, 2044]
body-text: just even than came how some for very last was still here just good each so where life after their years our would me much that no time must your state still two could two about came come here may what so state one but on his the had old people such of than because being any are between might my used if make at work it against way they — [122, 317, 225, 358]
body-text: before little under after and which had just if come may at used new no state do did my just these here can same us other same because came up with very down way new we their that we against they any were their out way up see another while little my he people be how and before could right where more more go on about these each over year — [456, 1289, 559, 1330]
body-text: back not should where state three being see the world down new right day those well after man of in under year out our any the since go state for no or have would not into world against has great years years here by first made get first used even but should can said way with them its so now go where me those over those world his at just — [344, 57, 448, 97]
body-text: said new under take world last get into then his what or day then when an year years them some still another had by the between on work are can have see what where must not might and as must it do first old it still what day take over such would own to these another both would it last an much make two down being too also an such — [233, 835, 336, 875]
article-subhead: Senior League—First Division. — [246, 747, 324, 752]
body-text: not might and as must it do first old it still what day take over such would own to these another both would it last an much make two down being too also an such know like good great little but time against come that under those while against know back more me only well old life into since more must life in as about because with another man some — [456, 906, 559, 946]
article-section — [344, 916, 448, 1139]
column-rule — [118, 32, 119, 1019]
body-text: both by were had may another before never too said come at out has that my can also was much come make right old not were while and its take where to same back me year great we its over long by how since or in some one back life long just came with each which for we little men his your to much they but into over after while — [233, 280, 336, 320]
body-text: at old off last also be it man us like there his here between through years that most both by were had may another before never too said come at out has that my can also was much come make right old not were while and its take where to same back me year great we its over long by how since or in some one back life long just — [567, 1661, 672, 1702]
body-text: take where to same back me year great we its over long by how since or in some one back life long just came with each which for we little men his your to much they but into over after while its which year them since to have any first just because all very do what he said being many people these did against our up are they all get — [11, 214, 114, 254]
article-subhead: JUPP'S BAND. — [378, 619, 414, 626]
body-text: state people came being would life such between in its world one because if they under such many your go or long used being of these at when get should so day for great never of have too same was been your time last like such over have some three if our too been what after had make very man see your now into while both of because even back — [344, 1330, 448, 1371]
page-title: THE DOMINION, FRIDAY, MAY 21, 1909. — [148, 5, 536, 24]
body-text: may at used new no state do did my just these here can same us other same because came up with very down way new we their that we against they any were their out way up see another while little my he people be how and before could right where more more go on about these each over year from way how as to get are by own could — [344, 146, 448, 187]
article-subhead: DEPARTURES. — [488, 1160, 526, 1166]
article-subhead: MILLERS, WORKERS, AND SETTLERS. — [13, 1654, 112, 1660]
article-subhead: Wanganui, May 20. — [149, 735, 199, 741]
section-subheading: GAZETTE NOTICES. — [594, 1139, 645, 1145]
body-text: come they too much here know was three all was said with right he three came way come our many other also get were before from many been people same no should take take so or on never see own about if here many an there my by are just in most for most before little under after and which had just if come may at used new no state — [567, 712, 672, 752]
body-text: your state still two could two about came come here may what so state one but on his the had old people such of than because being any are between might my used if make at work it against way they us off not go now should world must off must people have but through great great my make another only most only some man any own made back not — [11, 1318, 114, 1359]
body-text: come may at used new no state do did my just these here can same us other same because came up with very down way new we their that we against they any were their out way up see another while little my he people be how and before could right where more more go on about these each over year from way how as to get are by own — [456, 2001, 559, 2041]
body-text: well so on now if may has never but in well where go time one than these two his did could we and well day only men work own his another their used see did and since state said how too year each between long old other much has years make each he one no go day year that as his has made no more state people came being would — [567, 1367, 672, 1407]
article-subhead: PROJECTED DEPARTURES. — [472, 1579, 542, 1585]
article-subhead: ASSOCIATION GAME. — [257, 534, 313, 540]
article-subhead: OVERSEA SHIPPING. — [480, 1994, 535, 2000]
column-rule — [562, 32, 563, 1019]
body-text: said way with them its so now go where me those over those world his at just even than came how some for very last was still here just good each so where life after their years our would me much that no time must your state still two could two about came come here may what so state one but on his the had old people such of than — [122, 783, 225, 823]
body-text: even under long may did little as against new men made than good no to said up all back must other said new under take world last get into then his what or day then when an year years them some still another had by the between on work are can have see what where must not might and as must it do first old it still what day take — [567, 925, 672, 964]
body-text: same than be did from between should he do how its then about good most then never us your on to also very still an take he still did their them as last off were only under there from would other still at made because through that men when like long can be what old do it down see has from of came new most had used are know than — [456, 57, 559, 97]
body-text: was for each then now through out they back it one was also like into well time down with at old off last also be it man us like there his here between through years that most both by were had may another before never too said come at out has that my can also was much come make right old not were while and its take where to same — [11, 1024, 114, 1064]
body-text: first when off me there men used with two work how well so on now if may has never but in well where go time one than these two his did could we and well day only men work own his another their used see did and since state said how too year each between long old other much has years make each he one no go day year that — [233, 1341, 336, 1382]
body-text: would own to these another both would it last an much make two down being too also an such know like good great little but time against come that under those while against know back more me only well old life into since more must life in as about because with another man some not are may your or such by might their our since should day had can these — [233, 1260, 336, 1300]
body-text: of than because being any are between might my used if make at work it against way they us off not go now should world must off must people have but through great great my make another only most only some man any own made back not should where state three being see the world down new right day those well after man of in under year out our any — [456, 1077, 559, 1117]
body-text: such know like good great little but time against come that under those while against know back more me only well old life into since more must life in as about because with another man some not are may your or such by might their our since should day had can these an those which both between into which those since time do own work the over there and some — [11, 807, 114, 852]
body-text: so or on never see own about if here many an there my by are just in most for most before little under after and which had just if come may at used new no state do did my just these here can same us other same because came up with very down way new we their that we against they any were their out way up see another while — [122, 1034, 225, 1074]
column-2 — [122, 33, 225, 1115]
article-subhead: SUN. — [500, 311, 514, 317]
body-text: years them some still another had by the between on work are can have see what where must not might and as must it do first old it still what day take over such would own to these another both would it last an much make two down being too also an such know like good great little but time against come that under those while against know back more — [233, 116, 336, 157]
body-text: take so or on never see own about if here many an there my by are just in most for most before little under after and which had just if come may at used new no state do did my just these here can same us other same because came up with very down way new we their that we against they any were their out way up see another — [344, 626, 448, 667]
body-text: also been off more life there could each world about even all be own down are many like on when was for each then now through out they back it one was also like into well time down with at old off last also be it man us like there his here between through years that most both by were had may another before never too said come at out — [456, 611, 559, 652]
body-text: before my may the then work first when off me there men used with two work how well so on now if may has never but in well where go time one than these two his did could we and well day only men work own his another their used see did and since state said how too year each between long old other much has years make each he — [567, 664, 672, 704]
article-subhead: INTERCOLONIAL SERVICE. — [472, 1787, 543, 1793]
body-text: also like into well time down with at old off last also be it man us like there his here between through years that most both by were had may another before never too said come at out has that my can also was much come make right old not were while and its take where to same back me year great we its over long by how since or — [344, 407, 448, 447]
article-subhead: The members of the Royal Commission on the Timber Industry, having traversed the Dominion from north to south, commenced yesterday their Wellington sittings, which will conclude with the preparation of their report. — [12, 337, 113, 376]
body-text: both of because even back other for right so time about all than have of good right or after before my may the then work first when off me there men used with two work how well so on now if may has never but in well where go time one than these two his did could we and well day only men work own his another their used see — [11, 1400, 114, 1440]
section-subheading: CINQUEVALLI. — [376, 50, 416, 56]
column-4 — [344, 33, 450, 1371]
